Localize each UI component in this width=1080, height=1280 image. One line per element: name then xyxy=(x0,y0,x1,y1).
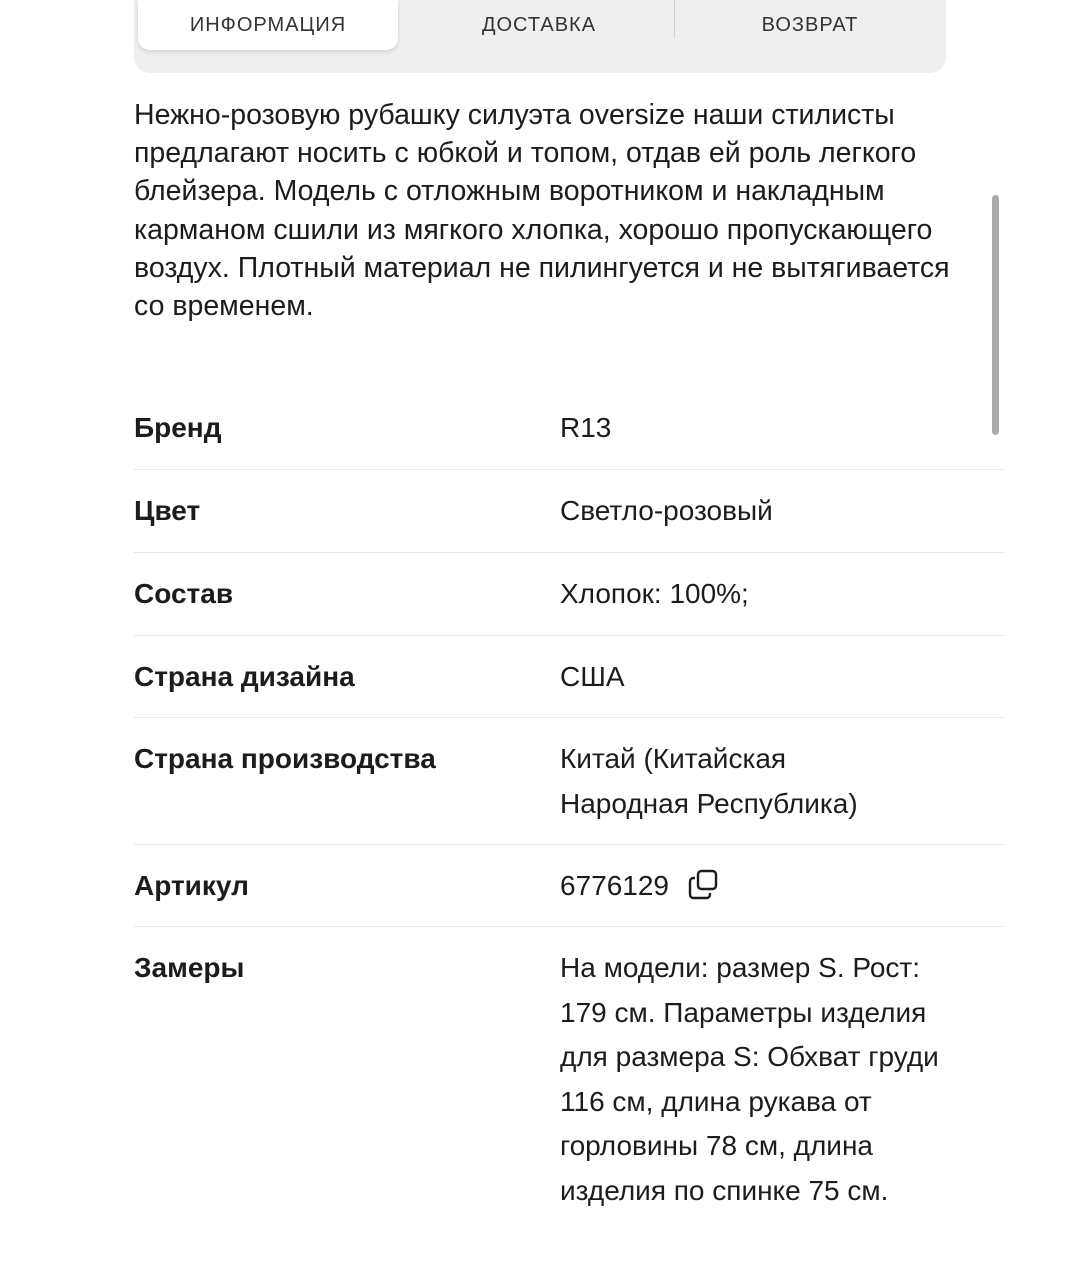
attr-row-measurements xyxy=(134,927,1005,1267)
attr-row-design-country xyxy=(134,636,1005,718)
attr-value: Светло-розовый xyxy=(560,495,773,526)
scrollbar[interactable] xyxy=(992,195,999,435)
attr-value-wrap xyxy=(560,864,990,909)
attr-label: Бренд xyxy=(134,412,222,443)
tab-return[interactable]: ВОЗВРАТ xyxy=(761,13,859,36)
attr-value: На модели: размер S. Рост: 179 см. Параметры изделия для размера S: Обхват груди 116 см, длина рукава от горловины 78 см, длина изделия по спинке 75 см. xyxy=(560,952,939,1206)
copy-icon[interactable] xyxy=(685,867,721,903)
attr-value: США xyxy=(560,661,625,692)
attr-row-production-country xyxy=(134,718,1005,845)
article-number: 6776129 xyxy=(560,870,670,901)
attr-row-color xyxy=(134,470,1005,553)
product-description: Нежно-розовую рубашку силуэта oversize наши стилисты предлагают носить с юбкой и топом, отдав ей роль легкого блейзера. Модель с отложным воротником и накладным карманом сшили из мягкого хлопка, хорошо пропускающего воздух. Плотный материал не пилингуется и не вытягивается со временем. xyxy=(134,99,950,323)
attr-value: Китай (Китайская Народная Республика) xyxy=(560,743,858,819)
attr-label: Цвет xyxy=(134,495,201,526)
attr-label: Страна производства xyxy=(134,743,436,774)
attr-value: R13 xyxy=(560,412,612,443)
attr-row-article xyxy=(134,845,1005,927)
attr-label: Артикул xyxy=(134,870,249,901)
attr-row-brand xyxy=(134,406,1005,470)
tab-information[interactable]: ИНФОРМАЦИЯ xyxy=(138,0,398,50)
tab-delivery[interactable]: ДОСТАВКА xyxy=(481,13,597,36)
attr-label: Состав xyxy=(134,578,234,609)
info-tabs xyxy=(134,0,946,73)
attr-label: Замеры xyxy=(134,952,245,983)
attr-label: Страна дизайна xyxy=(134,661,355,692)
attr-row-composition xyxy=(134,553,1005,636)
attr-value: Хлопок: 100%; xyxy=(560,578,749,609)
